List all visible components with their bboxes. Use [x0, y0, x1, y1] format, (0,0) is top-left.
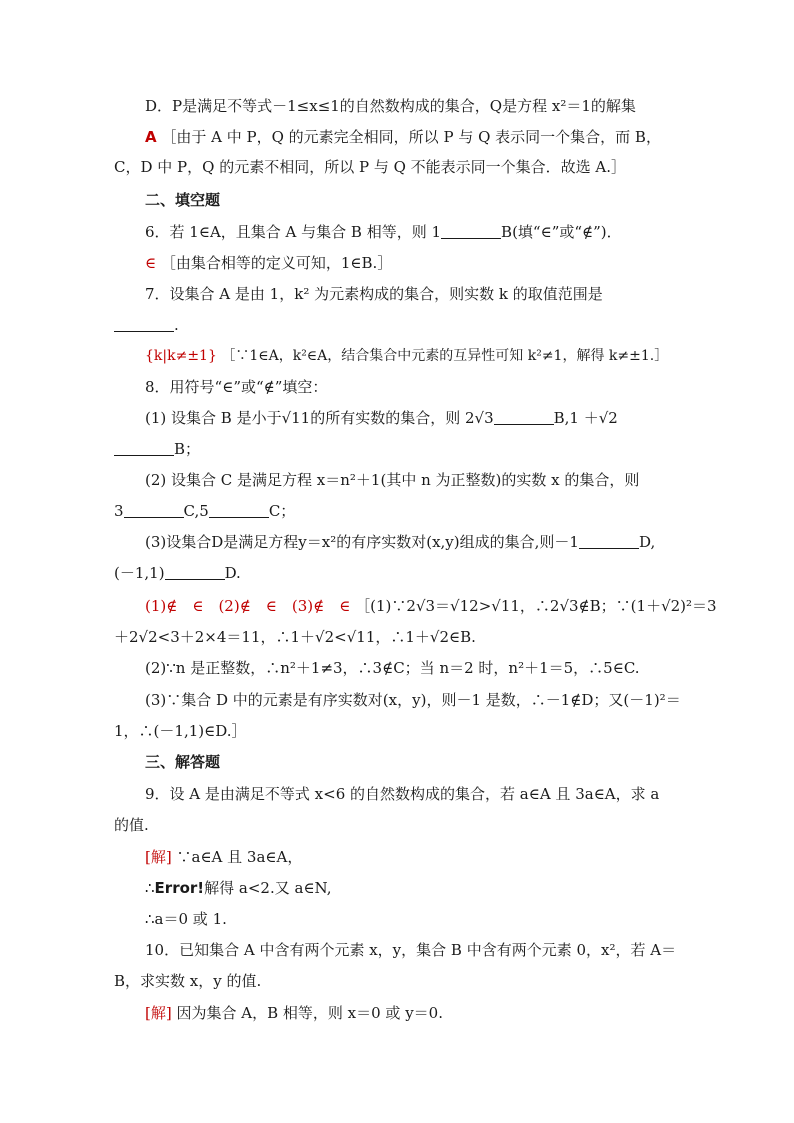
section-answer-heading: 三、解答题	[145, 753, 221, 771]
answer-6-explanation: ［由集合相等的定义可知，1∈B.］	[160, 254, 393, 272]
answer-8-1-explanation: ［(1)∵2√3＝√12>√11，∴2√3∉B；∵(1＋√2)²＝3	[355, 597, 717, 615]
answer-5-line2: C，D 中 P，Q 的元素不相同，所以 P 与 Q 不能表示同一个集合．故选 A.］	[114, 158, 627, 176]
question-8-1-cont	[114, 438, 684, 460]
question-6-text: 6．若 1∈A，且集合 A 与集合 B 相等，则 1	[145, 223, 442, 241]
section-fill-blank-heading: 二、填空题	[145, 191, 221, 209]
answer-7	[145, 345, 685, 367]
question-8-2-end: C；	[268, 502, 296, 520]
solution-9-line3: ∴a＝0 或 1.	[145, 910, 227, 928]
therefore-symbol: ∴	[145, 879, 155, 897]
answer-8-2: (2)∵n 是正整数，∴n²＋1≠3，∴3∉C；当 n＝2 时，n²＋1＝5，∴5∈C.	[145, 659, 640, 677]
value-5: C,5	[183, 502, 209, 520]
question-7: 7．设集合 A 是由 1，k² 为元素构成的集合，则实数 k 的取值范围是	[145, 285, 603, 303]
blank	[124, 503, 184, 518]
value-3: 3	[114, 502, 124, 520]
answer-6	[145, 252, 685, 274]
solution-9-line2	[145, 877, 685, 899]
answer-8-line1	[145, 595, 717, 617]
question-8: 8．用符号“∈”或“∉”填空：	[145, 378, 328, 396]
question-8-1-text: (1) 设集合 B 是小于√11的所有实数的集合，则 2√3	[145, 409, 494, 427]
solution-9-step2: 解得 a<2.又 a∈N,	[204, 879, 332, 897]
solution-label: [解]	[145, 848, 172, 866]
question-7-blank-line	[114, 314, 684, 336]
question-8-3-text: (3)设集合D是满足方程y＝x²的有序实数对(x,y)组成的集合,则－1	[145, 533, 579, 551]
question-9-cont: 的值.	[114, 816, 149, 834]
blank	[209, 503, 269, 518]
question-6	[145, 221, 685, 243]
solution-label: [解]	[145, 1004, 172, 1022]
answer-6-symbol: ∈	[145, 254, 157, 272]
question-8-2: (2) 设集合 C 是满足方程 x＝n²＋1(其中 n 为正整数)的实数 x 的集合，则	[145, 471, 640, 489]
question-8-2-cont	[114, 500, 684, 522]
solution-9-step1: ∵a∈A 且 3a∈A，	[176, 848, 303, 866]
solution-9-line1	[145, 846, 685, 868]
pair-value: (－1,1)	[114, 564, 165, 582]
question-8-1	[145, 407, 685, 429]
answer-explanation: ［由于 A 中 P，Q 的元素完全相同，所以 P 与 Q 表示同一个集合，而 B，	[161, 128, 661, 146]
option-d: D．P是满足不等式－1≤x≤1的自然数构成的集合，Q是方程 x²＝1的解集	[145, 97, 636, 115]
solution-10	[145, 1002, 685, 1024]
question-9: 9．设 A 是由满足不等式 x<6 的自然数构成的集合，若 a∈A 且 3a∈A，求 a	[145, 785, 660, 803]
question-10-cont: B，求实数 x，y 的值.	[114, 972, 262, 990]
question-8-3-cont	[114, 562, 684, 584]
question-8-1-text-mid: B,1 ＋√2	[553, 409, 618, 427]
error-field: Error!	[154, 879, 205, 897]
blank	[114, 441, 174, 456]
period: .	[174, 316, 179, 334]
question-8-3-text-end: D,	[638, 533, 656, 551]
answer-8-symbols: (1)∉ ∈ (2)∉ ∈ (3)∉ ∈	[145, 597, 351, 615]
answer-7-explanation: ［∵1∈A，k²∈A，结合集合中元素的互异性可知 k²≠1，解得 k≠±1.］	[221, 348, 669, 364]
blank	[165, 565, 225, 580]
answer-8-line2: ＋2√2<3＋2×4＝11，∴1＋√2<√11，∴1＋√2∈B.	[114, 628, 476, 646]
blank	[441, 224, 501, 239]
blank	[494, 410, 554, 425]
blank	[114, 317, 174, 332]
answer-8-3-cont: 1，∴(－1,1)∈D.］	[114, 722, 247, 740]
question-10: 10．已知集合 A 中含有两个元素 x，y，集合 B 中含有两个元素 0，x²，若 A＝	[145, 941, 677, 959]
answer-8-3: (3)∵集合 D 中的元素是有序实数对(x，y)，则－1 是数，∴－1∉D；又(－1)²＝	[145, 691, 681, 709]
question-8-3	[145, 531, 685, 553]
question-6-text-end: B(填“∈”或“∉”)．	[501, 223, 622, 241]
answer-5-line1	[145, 126, 685, 148]
solution-10-step1: 因为集合 A，B 相等，则 x＝0 或 y＝0.	[176, 1004, 443, 1022]
blank	[579, 534, 639, 549]
question-8-3-end: D.	[224, 564, 241, 582]
question-8-1-end: B；	[174, 440, 201, 458]
answer-7-set: {k|k≠±1}	[145, 348, 217, 364]
answer-letter: A	[145, 128, 157, 146]
